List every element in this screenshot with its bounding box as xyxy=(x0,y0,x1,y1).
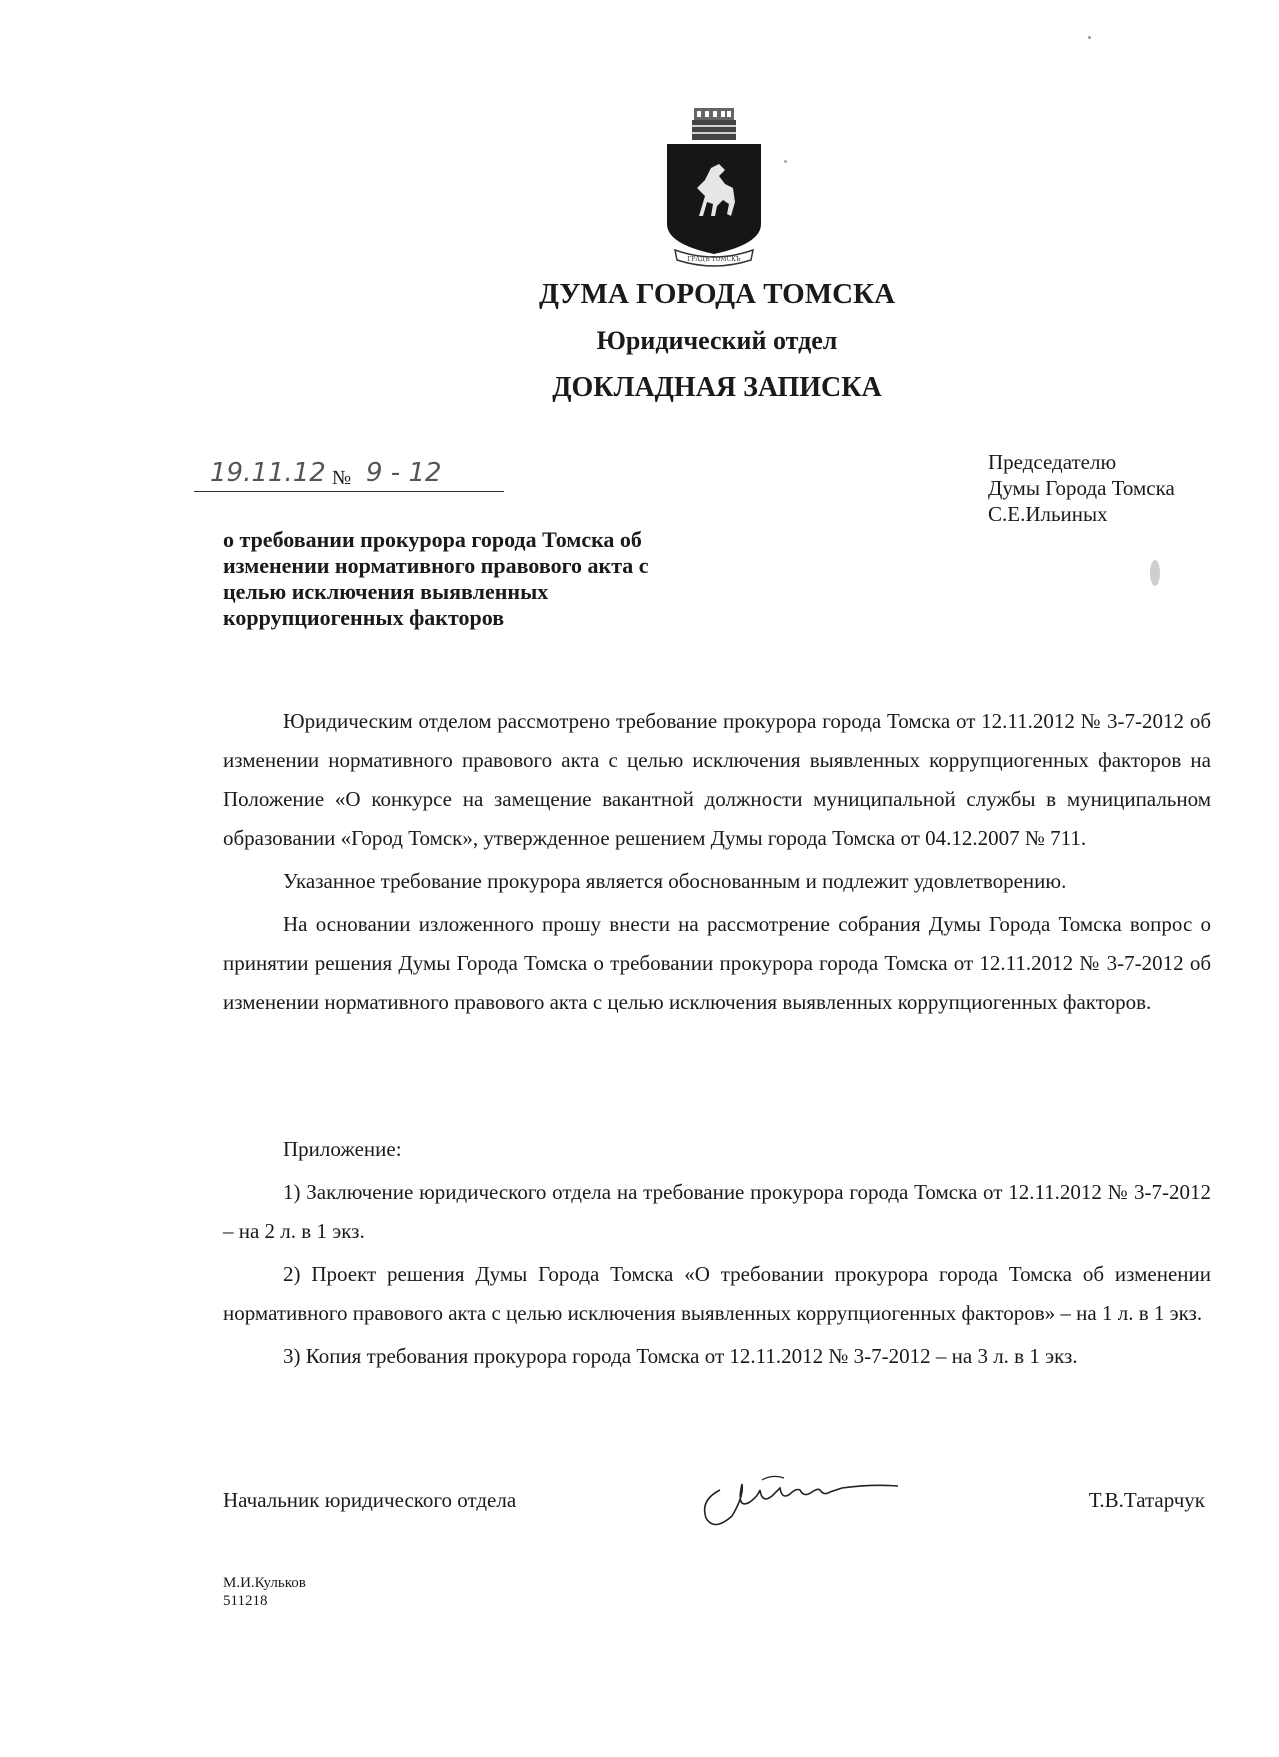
scan-speck xyxy=(1150,560,1160,586)
tomsk-coat-of-arms-icon xyxy=(661,104,767,274)
addressee-block xyxy=(988,449,1175,527)
executor-name: М.И.Кульков xyxy=(223,1575,306,1591)
signatory-position: Начальник юридического отдела xyxy=(223,1488,517,1512)
handwritten-signature xyxy=(692,1460,912,1540)
scan-speck xyxy=(1088,36,1091,39)
org-title: ДУМА ГОРОДА ТОМСКА xyxy=(538,278,896,310)
body-paragraph: На основании изложенного прошу внести на рассмотрение собрания Думы Города Томска вопрос о принятии решения Думы Города Томска о требовании прокурора города Томска от 12.11.2012 № 3-7-2012 об изменении нормативного правового акта с целью исключения выявленных коррупциогенных факторов. xyxy=(223,912,1211,1014)
body-paragraph: Юридическим отделом рассмотрено требование прокурора города Томска от 12.11.2012 № 3-7-2012 об изменении нормативного правового акта с целью исключения выявленных коррупциогенных факторов на Положение «О конкурсе на замещение вакантной должности муниципальной службы в муниципальном образовании «Город Томск», утвержденное решением Думы города Томска от 04.12.2007 № 711. xyxy=(223,709,1211,850)
appendix-list xyxy=(223,1130,1211,1376)
registration-underline xyxy=(194,491,504,492)
signatory-name: Т.В.Татарчук xyxy=(1088,1488,1205,1512)
appendix-item: 3) Копия требования прокурора города Томска от 12.11.2012 № 3-7-2012 – на 3 л. в 1 экз. xyxy=(283,1344,1078,1368)
appendix-label: Приложение: xyxy=(283,1137,402,1161)
emblem-ribbon-text: ГРАДЪ ТОМСКЪ xyxy=(687,256,741,263)
subject-heading: о требовании прокурора города Томска об изменении нормативного правового акта с целью исключения выявленных коррупциогенных факторов xyxy=(223,527,649,630)
addressee-line: Думы Города Томска xyxy=(988,476,1175,500)
number-sign: № xyxy=(332,467,352,489)
registration-number: 9 - 12 xyxy=(366,458,442,488)
addressee-line: Председателю xyxy=(988,450,1117,474)
registration-date: 19.11.12 xyxy=(210,458,326,488)
appendix-item: 1) Заключение юридического отдела на требование прокурора города Томска от 12.11.2012 № 3-7-2012 – на 2 л. в 1 экз. xyxy=(223,1180,1211,1243)
addressee-line: С.Е.Ильиных xyxy=(988,502,1108,526)
registration-line xyxy=(194,456,504,496)
body-paragraph: Указанное требование прокурора является обоснованным и подлежит удовлетворению. xyxy=(283,869,1067,893)
memo-body xyxy=(223,702,1211,1022)
department-title: Юридический отдел xyxy=(596,326,838,355)
executor-block xyxy=(223,1574,306,1610)
scan-speck xyxy=(784,160,787,163)
document-type-title: ДОКЛАДНАЯ ЗАПИСКА xyxy=(552,372,882,403)
executor-phone: 511218 xyxy=(223,1593,268,1609)
appendix-item: 2) Проект решения Думы Города Томска «О требовании прокурора города Томска об изменении нормативного правового акта с целью исключения выявленных коррупциогенных факторов» – на 1 л. в 1 экз. xyxy=(223,1262,1211,1325)
